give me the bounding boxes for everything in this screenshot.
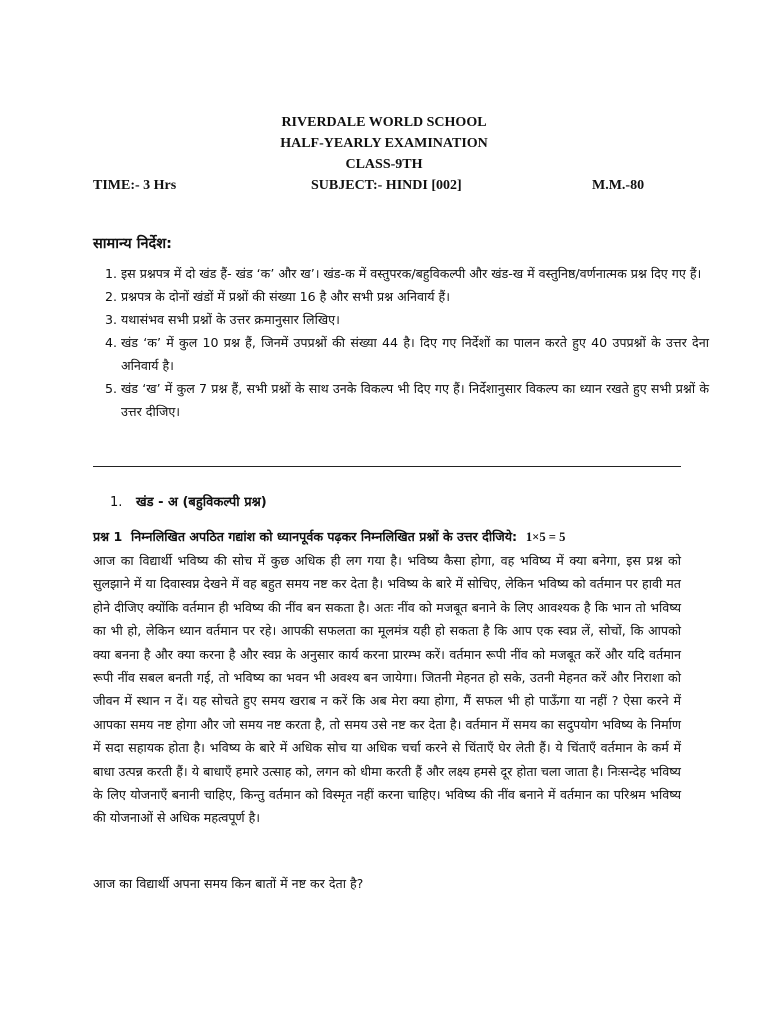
section-number: 1. — [110, 495, 123, 510]
time-label: TIME:- 3 Hrs — [93, 178, 177, 193]
question-marks: 1×5 = 5 — [525, 530, 566, 544]
question-instruction: निम्नलिखित अपठित गद्यांश को ध्यानपूर्वक पढ़कर निम्नलिखित प्रश्नों के उत्तर दीजिये: — [131, 529, 518, 544]
school-name: RIVERDALE WORLD SCHOOL — [281, 115, 487, 130]
exam-title: HALF-YEARLY EXAMINATION — [280, 136, 488, 151]
general-instructions-heading: सामान्य निर्देश: — [93, 236, 172, 252]
class-label: CLASS-9TH — [345, 157, 423, 172]
instructions-list — [93, 262, 709, 423]
unseen-passage: आज का विद्यार्थी भविष्य की सोच में कुछ अधिक ही लग गया है। भविष्य कैसा होगा, वह भविष्य में क्या बनेगा, इस प्रश्न को सुलझाने में या दिवास्वप्न देखने में वह बहुत समय नष्ट कर देता है। भविष्य के बारे में सोचिए, लेकिन भविष्य को वर्तमान पर हावी मत होने दीजिए क्योंकि वर्तमान ही भविष्य की नींव बन सकता है। अतः नींव को मजबूत बनाने के लिए आवश्यक है कि भान तो भविष्य का भी हो, लेकिन ध्यान वर्तमान पर रहे। आपकी सफलता का मूलमंत्र यही हो सकता है कि आप एक स्वप्न लें, सोचों, कि आपको क्या बनना है और क्या करना है और स्वप्न के अनुसार कार्य करना प्रारम्भ करें। वर्तमान रूपी नींव को मजबूत करें और यदि वर्तमान रूपी नींव सबल बनती गई, तो भविष्य का भवन भी अवश्य बन जायेगा। जितनी मेहनत हो सके, उतनी मेहनत करें और निराशा को जीवन में स्थान न दें। यह सोचते हुए समय खराब न करें कि अब मेरा क्या होगा, मैं सफल भी हो पाऊँगा या नहीं ? ऐसा करने में आपका समय नष्ट होगा और जो समय नष्ट करता है, तो समय उसे नष्ट कर देता है। वर्तमान में समय का सदुपयोग भविष्य के निर्माण में सदा सहायक होता है। भविष्य के बारे में अधिक सोच या अधिक चर्चा करने से चिंताएँ घेर लेती हैं। ये चिंताएँ वर्तमान के कर्म में बाधा उत्पन्न करती हैं। ये बाधाएँ हमारे उत्साह को, लगन को धीमा करती हैं और लक्ष्य हमसे दूर होता चला जाता है। निःसन्देह भविष्य के लिए योजनाएँ बनानी चाहिए, किन्तु वर्तमान को विस्मृत नहीं करना चाहिए। भविष्य की नींव बनाने में वर्तमान का परिश्रम भविष्य की योजनाओं से अधिक महत्वपूर्ण है। — [93, 553, 681, 826]
instruction-item: 4. खंड ‘क’ में कुल 10 प्रश्न हैं, जिनमें उपप्रश्नों की संख्या 44 है। दिए गए निर्देशों का पालन करते हुए 40 उपप्रश्नों के उत्तर देना अनिवार्य है। — [121, 331, 709, 377]
section-divider — [93, 466, 681, 467]
max-marks-label: M.M.-80 — [592, 178, 645, 193]
section-title: खंड - अ (बहुविकल्पी प्रश्न) — [136, 495, 267, 510]
instruction-item: 5. खंड ‘ख’ में कुल 7 प्रश्न हैं, सभी प्रश्नों के साथ उनके विकल्प भी दिए गए हैं। निर्देशानुसार विकल्प का ध्यान रखते हुए सभी प्रश्नों के उत्तर दीजिए। — [121, 377, 709, 423]
question-label: प्रश्न 1 — [93, 529, 123, 544]
instruction-item: 1. इस प्रश्नपत्र में दो खंड हैं- खंड ‘क’ और ख’। खंड-क में वस्तुपरक/बहुविकल्पी और खंड-ख में वस्तुनिष्ठ/वर्णनात्मक प्रश्न दिए गए हैं। — [121, 262, 709, 285]
instruction-item: 2. प्रश्नपत्र के दोनों खंडों में प्रश्नों की संख्या 16 है और सभी प्रश्न अनिवार्य हैं। — [121, 285, 709, 308]
section-heading — [110, 492, 267, 510]
instruction-item: 3. यथासंभव सभी प्रश्नों के उत्तर क्रमानुसार लिखिए। — [121, 308, 709, 331]
question-heading — [93, 528, 681, 545]
subject-label: SUBJECT:- HINDI [002] — [311, 178, 462, 193]
sub-question: आज का विद्यार्थी अपना समय किन बातों में नष्ट कर देता है? — [93, 876, 364, 891]
